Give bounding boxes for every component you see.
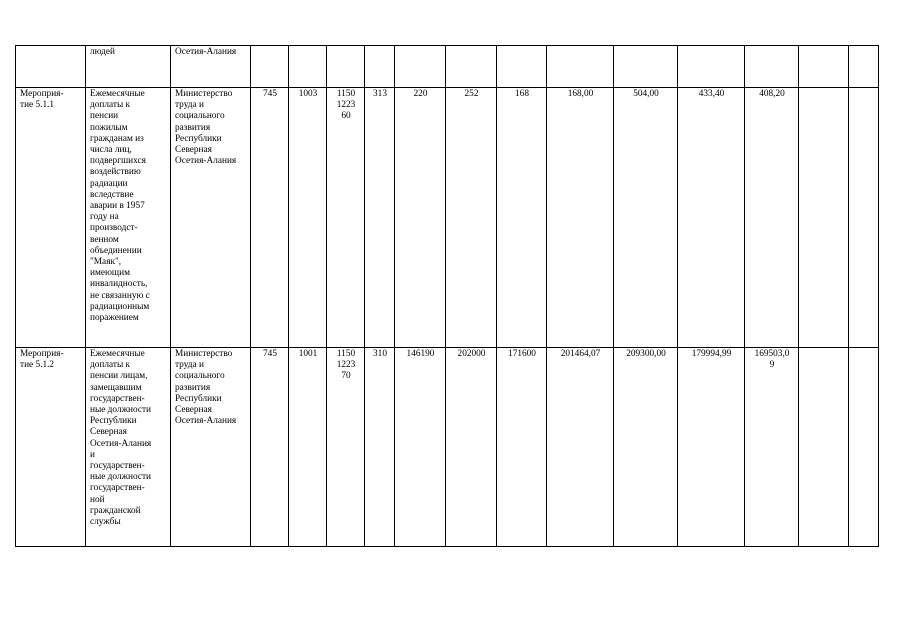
cell-value [395, 46, 446, 88]
cell-value [547, 46, 614, 88]
cell-value [799, 88, 849, 348]
cell-value: 168,00 [547, 88, 614, 348]
cell-value: 146190 [395, 348, 446, 547]
cell-value [799, 46, 849, 88]
cell-value: 252 [446, 88, 497, 348]
cell-description: Ежемесячные доплаты к пенсии пожилым гражданам из числа лиц, подвергшихся воздействию радиации вследствие аварии в 1957 году на производст- венном объединении "Маяк", имеющим инвалидность, не связанную с радиационным поражением [86, 88, 171, 348]
table-row [16, 46, 879, 88]
cell-value: 220 [395, 88, 446, 348]
cell-value [799, 348, 849, 547]
cell-vr: 310 [365, 348, 395, 547]
cell-csr: 1150 1223 60 [327, 88, 365, 348]
cell-value: 504,00 [614, 88, 678, 348]
cell-value: 408,20 [745, 88, 799, 348]
cell-value [678, 46, 745, 88]
cell-vr [365, 46, 395, 88]
table-row [16, 88, 879, 348]
cell-rzpr: 1003 [289, 88, 327, 348]
cell-measure [16, 46, 86, 88]
cell-value [849, 46, 879, 88]
cell-measure: Мероприя- тие 5.1.2 [16, 348, 86, 547]
cell-value [849, 88, 879, 348]
cell-value: 201464,07 [547, 348, 614, 547]
cell-executor: Министерство труда и социального развития Республики Северная Осетия-Алания [171, 88, 251, 348]
cell-description: Ежемесячные доплаты к пенсии лицам, замещавшим государствен- ные должности Республики Северная Осетия-Алания и государствен- ные должности государствен- ной гражданской службы [86, 348, 171, 547]
cell-value: 171600 [497, 348, 547, 547]
cell-value: 168 [497, 88, 547, 348]
cell-value [614, 46, 678, 88]
table-row [16, 348, 879, 547]
document-table [15, 45, 879, 547]
cell-value: 433,40 [678, 88, 745, 348]
cell-vr: 313 [365, 88, 395, 348]
cell-value: 179994,99 [678, 348, 745, 547]
cell-value [849, 348, 879, 547]
cell-csr [327, 46, 365, 88]
cell-value [745, 46, 799, 88]
cell-grbs: 745 [251, 88, 289, 348]
cell-value [446, 46, 497, 88]
cell-description: людей [86, 46, 171, 88]
cell-executor: Осетия-Алания [171, 46, 251, 88]
cell-rzpr [289, 46, 327, 88]
cell-csr: 1150 1223 70 [327, 348, 365, 547]
cell-value: 209300,00 [614, 348, 678, 547]
cell-grbs [251, 46, 289, 88]
cell-executor: Министерство труда и социального развития Республики Северная Осетия-Алания [171, 348, 251, 547]
cell-value: 202000 [446, 348, 497, 547]
cell-grbs: 745 [251, 348, 289, 547]
cell-value [497, 46, 547, 88]
cell-value: 169503,0 9 [745, 348, 799, 547]
cell-measure: Мероприя- тие 5.1.1 [16, 88, 86, 348]
cell-rzpr: 1001 [289, 348, 327, 547]
